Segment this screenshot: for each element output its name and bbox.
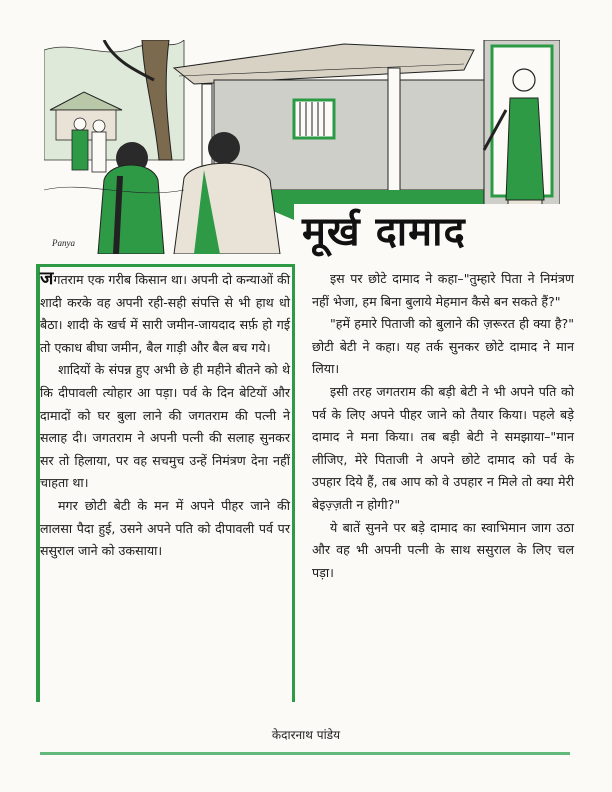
- paragraph-text: गतराम एक गरीब किसान था। अपनी दो कन्याओं की शादी करके वह अपनी रही-सही संपत्ति से भी हाथ धो बैठा। शादी के खर्च में सारी जमीन-जायदाद सर्फ़ हो गई तो एकाध बीघा जमीन, बैल गाड़ी और बैल बच गये।: [40, 272, 290, 355]
- artist-signature: Panya: [52, 238, 75, 248]
- footer-rule: [40, 752, 570, 755]
- story-title: मूर्ख दामाद: [302, 209, 466, 255]
- paragraph: "हमें हमारे पिताजी को बुलाने की ज़रूरत ही क्या है?" छोटी बेटी ने कहा। यह तर्क सुनकर छोटे दामाद ने मान लिया।: [312, 316, 574, 377]
- paragraph: शादियों के संपन्न हुए अभी छे ही महीने बीतने को थे कि दीपावली त्योहार आ पड़ा। पर्व के दिन बेटियों और दामादों को घर बुला लाने की जगतराम की पत्नी ने सलाह दी। जगतराम ने अपनी पत्नी की सलाह सुनकर सर तो हिलाया, पर वह सचमुच उन्हें निमंत्रण देना नहीं चाहता था।: [40, 362, 290, 491]
- frame-top: [36, 264, 292, 267]
- paragraph: इसी तरह जगतराम की बड़ी बेटी ने भी अपने पति को पर्व के लिए अपने पीहर जाने को तैयार किया। पहले बड़े दामाद ने मना किया। तब बड़ी बेटी ने समझाया–"मान लीजिए, मेरे पिताजी ने अपने छोटे दामाद को पर्व के उपहार दिये हैं, तब आप को वे उपहार न मिले तो क्या मेरी बेइज़्ज़ती न होगी?": [312, 383, 574, 512]
- column-left: [40, 268, 290, 563]
- paragraph: ये बातें सुनने पर बड़े दामाद का स्वाभिमान जाग उठा और वह भी अपनी पत्नी के साथ ससुराल के लिए चल पड़ा।: [312, 519, 574, 580]
- frame-right: [292, 264, 295, 702]
- paragraph: [40, 268, 290, 359]
- paragraph: इस पर छोटे दामाद ने कहा–"तुम्हारे पिता ने निमंत्रण नहीं भेजा, हम बिना बुलाये मेहमान कैसे बन सकते हैं?": [312, 271, 574, 309]
- column-right: [312, 268, 574, 584]
- drop-cap: ज: [40, 268, 54, 289]
- paragraph: मगर छोटी बेटी के मन में अपने पीहर जाने की लालसा पैदा हुई, उसने अपने पति को दीपावली पर्व पर ससुराल जाने को उकसाया।: [40, 497, 290, 559]
- author-name: केदारनाथ पांडेय: [271, 728, 341, 742]
